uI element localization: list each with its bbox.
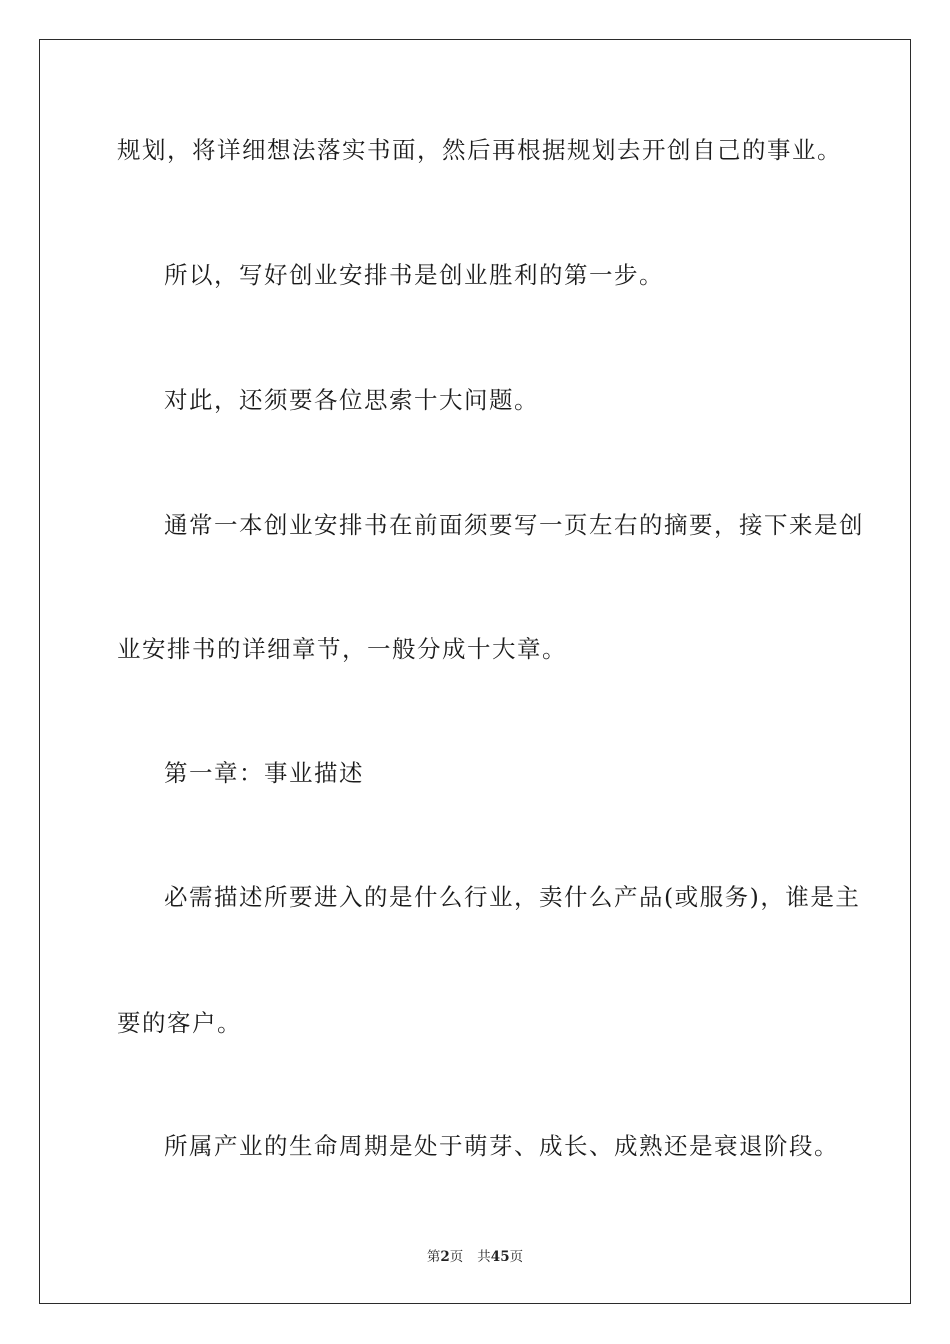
paragraph-line-8: 所属产业的生命周期是处于萌芽、成长、成熟还是衰退阶段。 [164,1132,839,1160]
page-border [39,39,911,1304]
page-footer [0,1248,950,1266]
page-number: 2 [440,1249,450,1265]
paragraph-line-3: 对此，还须要各位思索十大问题。 [164,386,539,414]
paragraph-line-5: 业安排书的详细章节，一般分成十大章。 [117,635,567,663]
paragraph-line-2: 所以，写好创业安排书是创业胜利的第一步。 [164,261,664,289]
paragraph-line-6: 必需描述所要进入的是什么行业，卖什么产品(或服务)，谁是主 [164,883,861,911]
paragraph-line-4: 通常一本创业安排书在前面须要写一页左右的摘要，接下来是创 [164,511,864,539]
total-suffix: 页 [509,1249,524,1265]
paragraph-line-7: 要的客户。 [117,1009,242,1037]
page-prefix: 第 [426,1249,441,1265]
total-prefix: 共 [477,1249,491,1265]
chapter-heading: 第一章：事业描述 [164,759,364,787]
page-suffix: 页 [449,1249,464,1265]
paragraph-line-1: 规划，将详细想法落实书面，然后再根据规划去开创自己的事业。 [117,136,842,164]
total-pages: 45 [490,1249,510,1265]
